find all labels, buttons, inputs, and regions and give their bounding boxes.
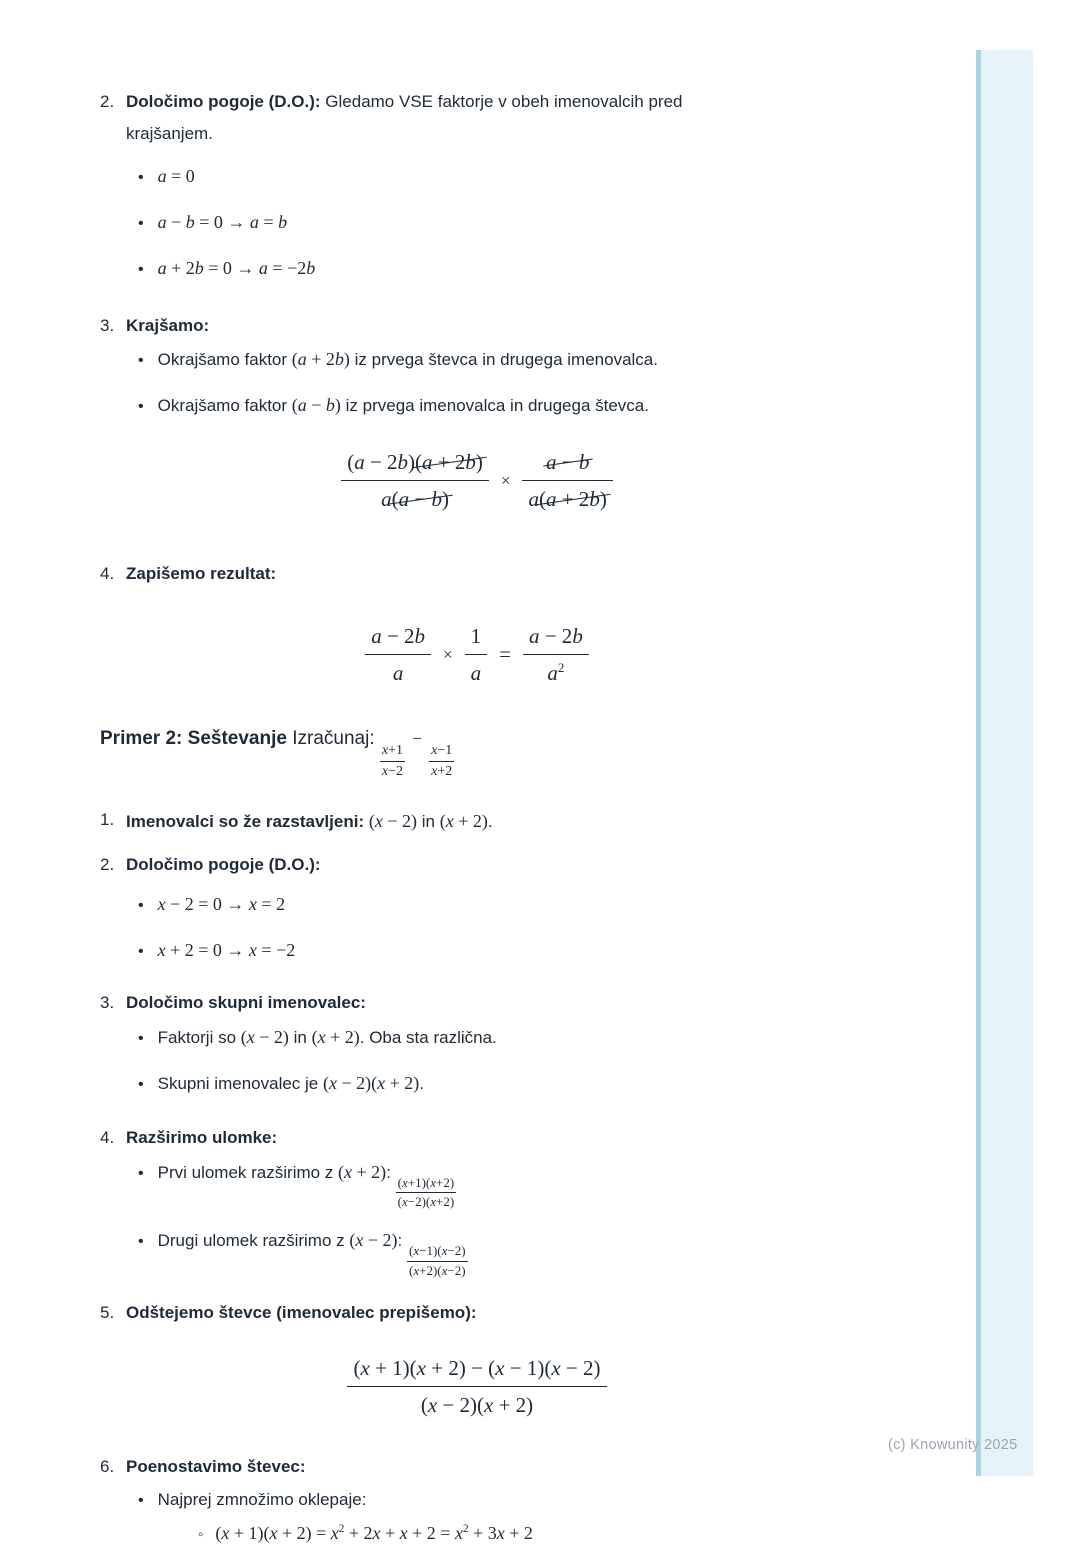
list-item bbox=[138, 1223, 834, 1279]
times-operator: × bbox=[500, 470, 511, 490]
example2-heading bbox=[100, 724, 834, 780]
list-item bbox=[138, 1484, 834, 1516]
fraction-denominator: x+2 bbox=[431, 763, 453, 779]
sub-list-item bbox=[198, 1516, 834, 1550]
step-item-5 bbox=[100, 1297, 834, 1329]
fraction-denominator: a bbox=[392, 660, 404, 685]
example2-title: Primer 2: Seštevanje bbox=[100, 728, 287, 750]
fraction-numerator: (x−1)(x−2) bbox=[407, 1243, 468, 1261]
mixed-text: Skupni imenovalec je (x − 2)(x + 2). bbox=[157, 1073, 425, 1094]
bullet-icon: • bbox=[138, 896, 144, 914]
step-body bbox=[126, 1451, 834, 1551]
math-expression: a − b = 0 → a = b bbox=[157, 211, 288, 232]
list-item bbox=[138, 251, 834, 285]
list-item bbox=[138, 388, 834, 422]
fraction bbox=[341, 449, 489, 513]
step-body bbox=[126, 849, 834, 967]
fraction bbox=[365, 623, 431, 687]
step-title: Zapišemo rezultat: bbox=[126, 564, 277, 584]
mixed-text: Faktorji so (x − 2) in (x + 2). Oba sta različna. bbox=[157, 1026, 497, 1047]
list-item bbox=[138, 1020, 834, 1054]
example2-lead: Izračunaj: bbox=[292, 728, 375, 750]
step-item-3 bbox=[100, 310, 834, 423]
step-body bbox=[126, 558, 834, 590]
fraction-denominator: (x+2)(x−2) bbox=[408, 1262, 466, 1278]
mixed-text: Okrajšamo faktor (a + 2b) iz prvega števca in drugega imenovalca. bbox=[157, 349, 658, 370]
bullet-icon: • bbox=[138, 214, 144, 232]
step-number: 5. bbox=[100, 1302, 115, 1322]
step-body bbox=[126, 987, 834, 1101]
math-expression: a + 2b = 0 → a = −2b bbox=[157, 258, 316, 279]
math-expression: x + 2 = 0 → x = −2 bbox=[157, 940, 296, 961]
list-item bbox=[138, 159, 834, 193]
step-title: Razširimo ulomke: bbox=[126, 1127, 278, 1147]
formula-cancellation bbox=[110, 449, 844, 513]
fraction-numerator: a − 2b bbox=[371, 623, 426, 648]
step-title: Določimo skupni imenovalec: bbox=[126, 992, 366, 1012]
mixed-text bbox=[158, 1155, 457, 1211]
bullet-list bbox=[138, 342, 834, 423]
bullet-list bbox=[138, 887, 834, 968]
bullet-list bbox=[138, 1020, 834, 1101]
step-body bbox=[126, 1297, 834, 1329]
bullet-list bbox=[138, 159, 834, 286]
fraction-denominator: a(a − b) bbox=[381, 487, 449, 512]
list-item bbox=[138, 1066, 834, 1100]
inline-fraction bbox=[407, 1243, 468, 1279]
bullet-icon: • bbox=[138, 1233, 144, 1251]
fraction-numerator: (a − 2b)(a + 2b) bbox=[347, 449, 483, 474]
fraction-numerator: 1 bbox=[470, 623, 482, 648]
step-item-4 bbox=[100, 1122, 834, 1279]
bullet-icon: • bbox=[138, 1029, 144, 1047]
math-expression: x − 2 = 0 → x = 2 bbox=[157, 893, 286, 914]
fraction bbox=[523, 623, 589, 687]
equals-operator: = bbox=[499, 642, 511, 667]
list-item bbox=[138, 205, 834, 239]
step-number: 3. bbox=[100, 992, 115, 1012]
inline-fraction bbox=[429, 742, 454, 780]
fraction-denominator: (x − 2)(x + 2) bbox=[420, 1393, 534, 1418]
step-number: 4. bbox=[100, 564, 115, 584]
step-number: 2. bbox=[100, 855, 115, 875]
fraction-numerator: x+1 bbox=[380, 742, 405, 762]
fraction-numerator: (x + 1)(x + 2) − (x − 1)(x − 2) bbox=[353, 1356, 601, 1381]
fraction-denominator: a bbox=[470, 660, 482, 685]
fraction-denominator: a(a + 2b) bbox=[528, 487, 607, 512]
step-item-1 bbox=[100, 804, 834, 838]
formula-result bbox=[110, 623, 844, 687]
mixed-text bbox=[158, 1223, 468, 1279]
fraction-denominator: $a^2$ bbox=[547, 659, 565, 685]
step-title: Odštejemo števce (imenovalec prepišemo): bbox=[126, 1302, 477, 1322]
step-number: 3. bbox=[100, 315, 115, 335]
step-title: Določimo pogoje (D.O.): bbox=[126, 855, 321, 875]
math-expression: $(x + 1)(x + 2) = x^2 + 2x + x + 2 = x^2 + 3x + 2$ bbox=[215, 1523, 533, 1544]
step-body bbox=[126, 804, 834, 838]
fraction-numerator: a − 2b bbox=[528, 623, 583, 648]
list-item bbox=[138, 1155, 834, 1211]
footer-credit: (c) Knowunity 2025 bbox=[888, 1437, 1018, 1453]
fraction-denominator: (x−2)(x+2) bbox=[397, 1194, 455, 1210]
step-body bbox=[126, 310, 834, 423]
bullet-icon: • bbox=[138, 352, 144, 370]
step-description-line1: Gledamo VSE faktorje v obeh imenovalcih pred bbox=[325, 92, 683, 111]
step-text bbox=[126, 86, 834, 151]
step-title: Poenostavimo števec: bbox=[126, 1456, 306, 1476]
bullet-icon: • bbox=[138, 1491, 144, 1509]
bullet-icon: • bbox=[138, 1076, 144, 1094]
fraction-numerator: x−1 bbox=[429, 742, 454, 762]
step-item-2 bbox=[100, 849, 834, 967]
bullet-list bbox=[138, 1484, 834, 1551]
inline-fraction bbox=[380, 742, 405, 780]
step-description-line2: krajšanjem. bbox=[126, 124, 213, 144]
formula-subtraction bbox=[110, 1355, 844, 1419]
bullet-list bbox=[138, 1155, 834, 1279]
step-title: Imenovalci so že razstavljeni: bbox=[126, 812, 365, 832]
minus-operator: − bbox=[412, 729, 422, 749]
fraction bbox=[465, 623, 488, 687]
fraction-numerator: a − b bbox=[545, 449, 590, 474]
bullet-text: Najprej zmnožimo oklepaje: bbox=[157, 1489, 367, 1509]
circle-bullet-icon: ◦ bbox=[198, 1526, 204, 1544]
document-content bbox=[100, 86, 834, 1551]
fraction-denominator: x−2 bbox=[381, 763, 404, 779]
bullet-icon: • bbox=[138, 1164, 144, 1182]
list-item bbox=[138, 887, 834, 921]
step-item-6 bbox=[100, 1451, 834, 1551]
bullet-text: Prvi ulomek razširimo z (x + 2): bbox=[157, 1161, 396, 1182]
bullet-text: Drugi ulomek razširimo z (x − 2): bbox=[157, 1230, 407, 1251]
step-number: 4. bbox=[100, 1127, 115, 1147]
fraction-numerator: (x+1)(x+2) bbox=[396, 1175, 457, 1193]
step-number: 2. bbox=[100, 92, 115, 111]
mixed-text: (x − 2) in (x + 2). bbox=[368, 811, 493, 832]
step-text bbox=[126, 804, 834, 838]
step-item-2 bbox=[100, 86, 834, 286]
math-expression: a = 0 bbox=[157, 165, 195, 186]
step-body bbox=[126, 1122, 834, 1279]
step-body bbox=[126, 86, 834, 286]
times-operator: × bbox=[443, 644, 453, 664]
accent-stripe bbox=[976, 50, 1033, 1476]
list-item bbox=[138, 342, 834, 376]
step-number: 1. bbox=[100, 810, 115, 830]
step-number: 6. bbox=[100, 1456, 115, 1476]
bullet-icon: • bbox=[138, 943, 144, 961]
inline-fraction bbox=[396, 1175, 457, 1211]
step-item-4 bbox=[100, 558, 834, 590]
step-item-3 bbox=[100, 987, 834, 1101]
bullet-icon: • bbox=[138, 168, 144, 186]
step-title: Določimo pogoje (D.O.): bbox=[126, 92, 321, 111]
mixed-text: Okrajšamo faktor (a − b) iz prvega imenovalca in drugega števca. bbox=[157, 395, 649, 416]
bullet-icon: • bbox=[138, 261, 144, 279]
fraction bbox=[522, 449, 612, 513]
fraction bbox=[347, 1355, 606, 1419]
list-item bbox=[138, 933, 834, 967]
step-title: Krajšamo: bbox=[126, 315, 210, 335]
bullet-icon: • bbox=[138, 398, 144, 416]
